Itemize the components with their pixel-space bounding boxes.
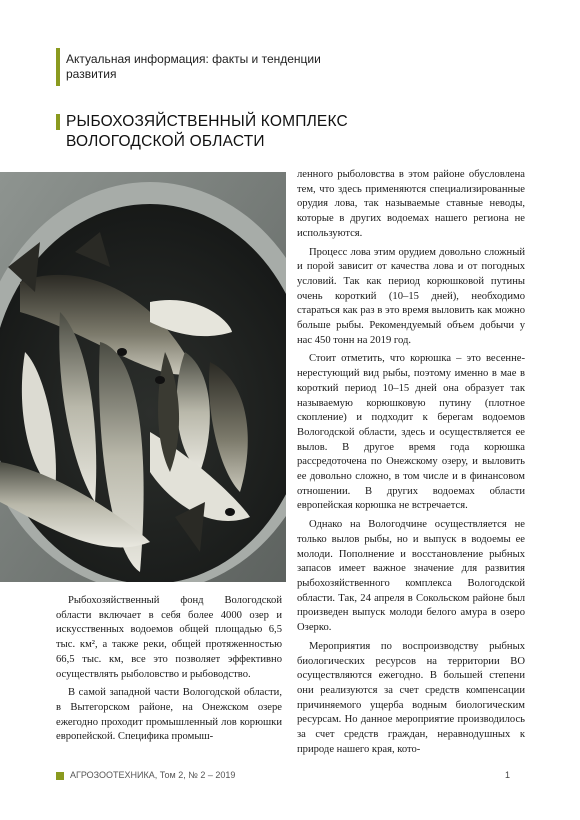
section-accent-bar bbox=[56, 48, 60, 86]
paragraph: Однако на Вологодчине осуществляется не только вылов рыбы, но и выпуск в водоемы ее молоди. Пополнение и восстановление рыбных запасов имеет важное значение для развития рыбохозяйственного комплекса Вологодской области. Так, 24 апреля в Сокольском районе был произведен выпуск молоди белого амура в озеро Озерко. bbox=[297, 519, 525, 634]
article-title: РЫБОХОЗЯЙСТВЕННЫЙ КОМПЛЕКС ВОЛОГОДСКОЙ ОБЛАСТИ bbox=[66, 113, 348, 150]
title-accent-bar bbox=[56, 114, 60, 130]
paragraph: Рыбохозяйственный фонд Вологодской области включает в себя более 4000 озер и искусственных водоемов общей площадью 6,5 тыс. км², а также реки, общей протяженностью 66,5 тыс. км, все это позволяет эффективно осуществлять рыболовство и рыбоводство. bbox=[56, 595, 282, 680]
paragraph: Процесс лова этим орудием довольно сложный и порой зависит от качества лова и от погодных условий. Так как период корюшковой путины очень короткий (10–15 дней), необходимо стараться как раз в это время выловить как можно больше рыбы. Рекомендуемый объем добычи у нас 450 тонн на 2019 год. bbox=[297, 246, 525, 346]
fish-bucket-photo bbox=[0, 172, 286, 582]
paragraph: Мероприятия по воспроизводству рыбных биологических ресурсов на территории ВО осуществляются ежегодно. В большей степени они реализуются за счет средств компенсации причиняемого ущерба водным биологическим ресурсам. Но данное мероприятие производилось за счет средств граждан, неравнодушных к природе нашего края, кото- bbox=[297, 640, 525, 755]
right-text-column bbox=[297, 168, 525, 757]
paragraph: В самой западной части Вологодской области, в Вытегорском районе, на Онежском озере ежегодно проходит промышленный лов корюшки европейской. Специфика промыш- bbox=[56, 687, 282, 743]
page-number: 1 bbox=[504, 770, 510, 780]
paragraph-continuation: ленного рыболовства в этом районе обусловлена тем, что здесь применяются специализированные орудия лова, так называемые ставные неводы, которые в других водоемах нашего региона не используются. bbox=[297, 169, 525, 239]
footer-accent-square bbox=[56, 772, 64, 780]
journal-footer: АГРОЗООТЕХНИКА, Том 2, № 2 – 2019 bbox=[70, 770, 236, 780]
left-text-column bbox=[56, 594, 282, 745]
section-label: Актуальная информация: факты и тенденции развития bbox=[66, 52, 321, 81]
paragraph: Стоит отметить, что корюшка – это весенне-нерестующий вид рыбы, поэтому именно в мае в короткий период 10–15 дней она образует так называемую корюшковую путину (плотное скопление) и подходит к берегам водоемов Вологодской области, здесь и осуществляется ее вылов. В другое время года корюшка рассредоточена по Онежскому озеру, и выловить ее довольно сложно, в том числе и в финансовом отношении. В других водоемах области европейская корюшка не встречается. bbox=[297, 353, 525, 512]
